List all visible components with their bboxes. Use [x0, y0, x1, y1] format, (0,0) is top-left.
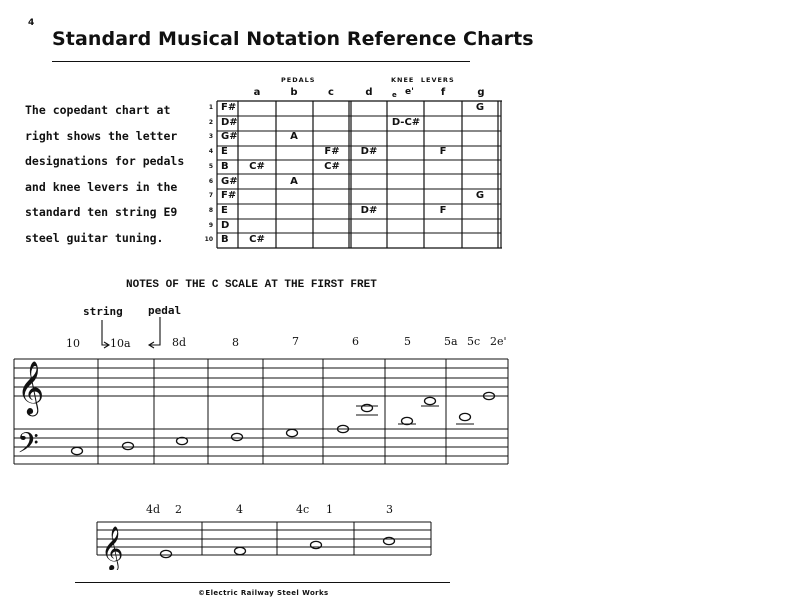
page-title: Standard Musical Notation Reference Charts [52, 28, 534, 50]
staff2-barlines [97, 522, 431, 555]
column-header-f: f [440, 87, 446, 98]
whole-note [123, 442, 134, 449]
copedant-cell: C# [249, 234, 265, 246]
open-string-note: F# [221, 102, 237, 113]
string-number: 4 [208, 148, 213, 156]
staff1-notes [72, 392, 495, 454]
staff1-label: 5c [467, 335, 481, 348]
copedant-cell: G [475, 102, 485, 113]
treble-staff-lines [14, 359, 508, 396]
column-header-b: b [290, 87, 298, 98]
string-number: 8 [208, 206, 213, 214]
page-number: 4 [28, 18, 35, 28]
open-string-note: B [221, 160, 229, 172]
copedant-cell: D# [360, 146, 378, 158]
staff2-label: 1 [326, 503, 333, 516]
staff2-label: 4 [236, 503, 243, 516]
intro-line: right shows the letter [25, 128, 178, 143]
staff1-label: 6 [352, 335, 359, 348]
staff1-label: 8d [172, 336, 187, 349]
staff2-label: 4c [296, 503, 310, 516]
intro-line: and knee levers in the [25, 179, 178, 194]
bass-clef-icon: 𝄢 [17, 427, 39, 467]
column-header-g: g [477, 87, 485, 98]
string-number: 10 [204, 236, 213, 244]
string-number: 5 [208, 162, 213, 170]
staff1-label: 8 [232, 336, 239, 349]
open-string-note: D# [221, 116, 238, 128]
staff2-lines [97, 522, 431, 555]
whole-note [384, 537, 395, 544]
copedant-cell: C# [249, 160, 265, 172]
column-header-c: c [328, 87, 334, 98]
whole-note [287, 429, 298, 436]
string-number: 1 [208, 104, 213, 111]
column-header-a: a [253, 87, 261, 98]
treble-clef-icon: 𝄞 [101, 526, 124, 570]
string-number: 9 [208, 221, 213, 229]
scale-title: NOTES OF THE C SCALE AT THE FIRST FRET [126, 279, 377, 291]
staff1-label: 2e' [490, 335, 507, 348]
copedant-grid [200, 100, 505, 252]
staff2-label: 2 [175, 503, 182, 516]
staff1-label: 5 [404, 335, 411, 348]
copedant-cell: D# [360, 204, 378, 216]
bass-staff-lines [14, 429, 508, 464]
copedant-cell: A [290, 175, 298, 187]
column-header-e: e [392, 91, 397, 99]
copedant-cell: A [290, 131, 298, 143]
string-number: 2 [208, 118, 213, 126]
string-number: 6 [208, 177, 213, 185]
pedals-header: PEDALS [281, 76, 316, 84]
open-string-note: E [221, 146, 228, 158]
whole-note [362, 404, 373, 411]
copedant-cell: F [439, 204, 447, 216]
copedant-cell: C# [324, 160, 340, 172]
copedant-cell: D-C# [391, 116, 421, 128]
intro-text [25, 98, 184, 252]
grand-staff [0, 300, 520, 470]
staff1-label: 7 [292, 335, 299, 348]
open-string-note: E [221, 204, 228, 216]
intro-line: designations for pedals [25, 154, 185, 169]
whole-note [425, 397, 436, 404]
open-string-note: G# [221, 175, 238, 187]
barlines [14, 359, 508, 464]
column-header-e-prime: e' [405, 87, 414, 97]
string-number: 3 [208, 133, 213, 141]
whole-note [177, 437, 188, 444]
whole-note [460, 413, 471, 420]
staff2-label: 3 [386, 503, 393, 516]
footer-copyright: ©Electric Railway Steel Works [198, 589, 329, 597]
whole-note [232, 433, 243, 440]
string-number: 7 [208, 192, 213, 200]
whole-note [72, 447, 83, 454]
staff2-label: 4d [146, 503, 161, 516]
open-string-note: D [221, 219, 230, 231]
whole-note [235, 547, 246, 554]
intro-line: steel guitar tuning. [25, 230, 164, 245]
open-string-note: F# [221, 190, 237, 202]
title-underline [52, 61, 470, 62]
copedant-cell: F# [324, 146, 340, 158]
staff1-label: 5a [444, 335, 458, 348]
legend-arrows [102, 317, 160, 348]
copedant-cell: G [475, 190, 485, 202]
staff1-label: 10 [66, 337, 80, 350]
open-string-note: G# [221, 131, 238, 143]
legend-example: 10a [110, 337, 131, 350]
copedant-cell: F [439, 146, 447, 158]
whole-note [161, 550, 172, 557]
legend-pedal-label: pedal [148, 304, 182, 317]
intro-line: standard ten string E9 [25, 205, 178, 220]
open-string-note: B [221, 234, 229, 246]
knee-levers-header: KNEE LEVERS [391, 76, 455, 84]
treble-staff-2 [0, 510, 450, 570]
ledger-lines [356, 406, 474, 424]
intro-line: The copedant chart at [25, 103, 171, 117]
whole-note [311, 541, 322, 548]
treble-clef-icon: 𝄞 [17, 360, 45, 414]
footer-rule [75, 582, 450, 583]
legend-string-label: string [83, 305, 123, 318]
column-header-d: d [365, 87, 373, 98]
